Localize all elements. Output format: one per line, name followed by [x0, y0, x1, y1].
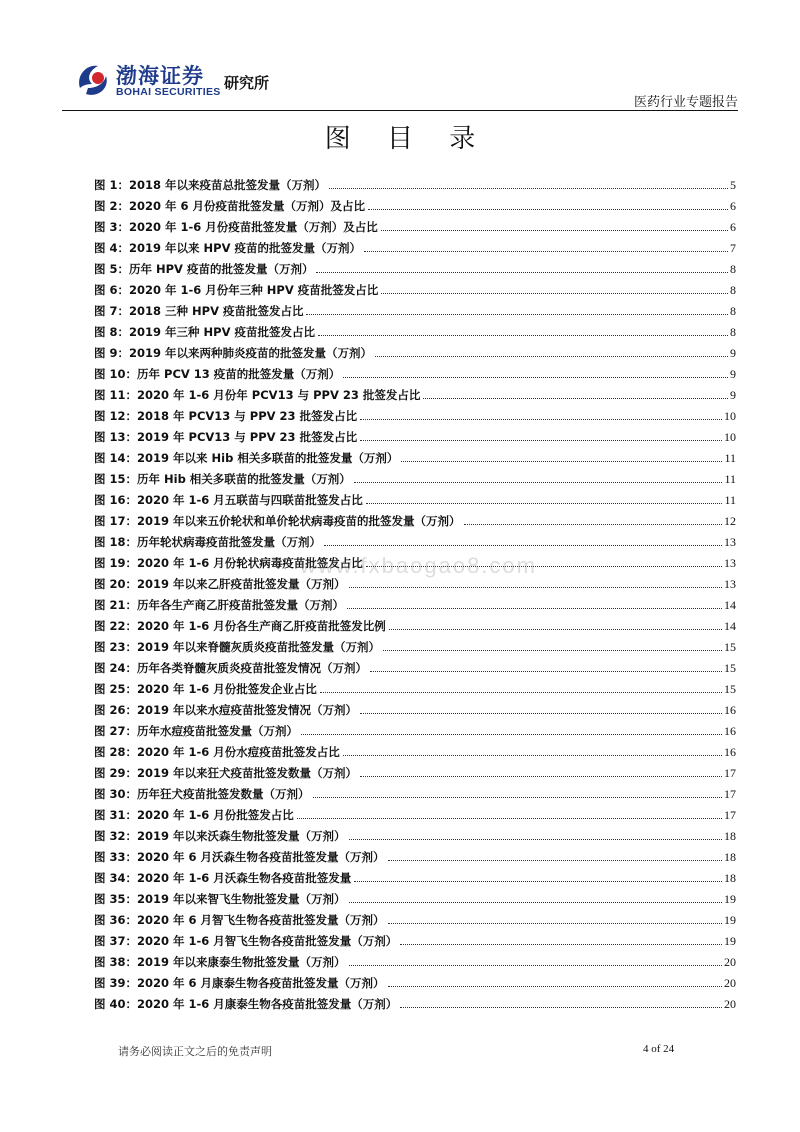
toc-entry[interactable] [94, 655, 736, 676]
toc-entry[interactable] [94, 676, 736, 697]
toc-entry-label: 图 39：2020 年 6 月康泰生物各疫苗批签发量（万剂） [94, 976, 385, 990]
toc-leader-dots [354, 482, 723, 483]
toc-entry-label: 图 23：2019 年以来脊髓灰质炎疫苗批签发量（万剂） [94, 640, 381, 654]
toc-entry-label: 图 6：2020 年 1-6 月份年三种 HPV 疫苗批签发占比 [94, 283, 379, 297]
toc-entry[interactable] [94, 529, 736, 550]
toc-entry[interactable] [94, 382, 736, 403]
watermark: www.fxbaogao8.com [300, 553, 537, 578]
toc-entry-page: 17 [724, 808, 736, 822]
toc-entry-label: 图 33：2020 年 6 月沃森生物各疫苗批签发量（万剂） [94, 850, 385, 864]
toc-leader-dots [389, 629, 722, 630]
toc-entry[interactable] [94, 634, 736, 655]
toc-leader-dots [360, 440, 722, 441]
toc-entry-label: 图 35：2019 年以来智飞生物批签发量（万剂） [94, 892, 346, 906]
toc-entry-page: 13 [724, 535, 736, 549]
toc-entry-label: 图 36：2020 年 6 月智飞生物各疫苗批签发量（万剂） [94, 913, 385, 927]
toc-entry-page: 14 [724, 598, 736, 612]
toc-entry-page: 13 [724, 577, 736, 591]
toc-leader-dots [313, 797, 722, 798]
toc-leader-dots [366, 503, 723, 504]
toc-entry[interactable] [94, 361, 736, 382]
toc-entry-page: 19 [724, 934, 736, 948]
toc-entry[interactable] [94, 718, 736, 739]
toc-leader-dots [324, 545, 722, 546]
toc-entry-page: 19 [724, 913, 736, 927]
toc-entry-label: 图 19：2020 年 1-6 月份轮状病毒疫苗批签发占比 [94, 556, 363, 570]
bohai-logo-icon [72, 58, 114, 100]
toc-entry-page: 10 [724, 430, 736, 444]
toc-leader-dots [306, 314, 728, 315]
toc-entry-page: 8 [730, 262, 736, 276]
toc-leader-dots [388, 986, 722, 987]
toc-leader-dots [343, 377, 728, 378]
toc-leader-dots [370, 671, 722, 672]
toc-leader-dots [301, 734, 722, 735]
toc-entry[interactable] [94, 886, 736, 907]
toc-entry[interactable] [94, 970, 736, 991]
toc-entry[interactable] [94, 613, 736, 634]
toc-entry[interactable] [94, 991, 736, 1012]
toc-entry-label: 图 25：2020 年 1-6 月份批签发企业占比 [94, 682, 317, 696]
toc-entry-page: 16 [724, 745, 736, 759]
toc-leader-dots [354, 881, 722, 882]
toc-leader-dots [318, 335, 728, 336]
toc-entry[interactable] [94, 403, 736, 424]
toc-entry-page: 18 [724, 871, 736, 885]
toc-entry-page: 8 [730, 283, 736, 297]
toc-leader-dots [297, 818, 722, 819]
figure-table-of-contents [94, 172, 736, 1012]
toc-leader-dots [320, 692, 722, 693]
toc-entry-page: 10 [724, 409, 736, 423]
toc-entry[interactable] [94, 949, 736, 970]
toc-leader-dots [349, 839, 722, 840]
toc-entry-page: 20 [724, 997, 736, 1011]
toc-entry-page: 11 [724, 451, 736, 465]
toc-entry-page: 6 [730, 199, 736, 213]
toc-leader-dots [349, 902, 722, 903]
toc-entry-page: 13 [724, 556, 736, 570]
toc-entry[interactable] [94, 802, 736, 823]
toc-leader-dots [400, 944, 722, 945]
toc-entry-page: 8 [730, 304, 736, 318]
toc-entry[interactable] [94, 172, 736, 193]
toc-leader-dots [343, 755, 722, 756]
toc-leader-dots [360, 419, 722, 420]
toc-entry-page: 9 [730, 346, 736, 360]
toc-entry-page: 14 [724, 619, 736, 633]
toc-entry-label: 图 8：2019 年三种 HPV 疫苗批签发占比 [94, 325, 315, 339]
toc-leader-dots [381, 293, 728, 294]
toc-entry[interactable] [94, 697, 736, 718]
report-type: 医药行业专题报告 [633, 95, 738, 110]
toc-entry-label: 图 15：历年 Hib 相关多联苗的批签发量（万剂） [94, 472, 351, 486]
toc-entry[interactable] [94, 760, 736, 781]
toc-entry-label: 图 16：2020 年 1-6 月五联苗与四联苗批签发占比 [94, 493, 363, 507]
toc-entry-label: 图 12：2018 年 PCV13 与 PPV 23 批签发占比 [94, 409, 358, 423]
toc-entry[interactable] [94, 445, 736, 466]
toc-entry-page: 17 [724, 787, 736, 801]
toc-entry-page: 20 [724, 976, 736, 990]
institute-name: 研究所 [224, 74, 270, 92]
toc-entry-label: 图 17：2019 年以来五价轮状和单价轮状病毒疫苗的批签发量（万剂） [94, 514, 461, 528]
toc-entry-label: 图 10：历年 PCV 13 疫苗的批签发量（万剂） [94, 367, 341, 381]
toc-entry-label: 图 14：2019 年以来 Hib 相关多联苗的批签发量（万剂） [94, 451, 399, 465]
page-header [0, 0, 800, 110]
toc-entry-page: 9 [730, 388, 736, 402]
toc-entry-page: 15 [724, 661, 736, 675]
toc-entry-page: 7 [730, 241, 736, 255]
toc-leader-dots [316, 272, 728, 273]
toc-entry[interactable] [94, 235, 736, 256]
toc-entry-page: 11 [724, 493, 736, 507]
toc-entry-label: 图 5：历年 HPV 疫苗的批签发量（万剂） [94, 262, 314, 276]
toc-entry-label: 图 4：2019 年以来 HPV 疫苗的批签发量（万剂） [94, 241, 361, 255]
toc-leader-dots [464, 524, 722, 525]
toc-entry-label: 图 20：2019 年以来乙肝疫苗批签发量（万剂） [94, 577, 346, 591]
toc-leader-dots [368, 209, 728, 210]
toc-leader-dots [375, 356, 728, 357]
toc-entry-label: 图 37：2020 年 1-6 月智飞生物各疫苗批签发量（万剂） [94, 934, 398, 948]
toc-entry[interactable] [94, 781, 736, 802]
toc-leader-dots [383, 650, 722, 651]
page-title: 图 目 录 [324, 124, 490, 154]
toc-leader-dots [349, 587, 722, 588]
toc-entry[interactable] [94, 298, 736, 319]
toc-entry[interactable] [94, 319, 736, 340]
toc-entry-page: 18 [724, 829, 736, 843]
toc-entry-label: 图 21：历年各生产商乙肝疫苗批签发量（万剂） [94, 598, 345, 612]
toc-leader-dots [388, 923, 722, 924]
footer-disclaimer: 请务必阅读正文之后的免责声明 [118, 1045, 272, 1058]
toc-entry-page: 8 [730, 325, 736, 339]
toc-entry-page: 19 [724, 892, 736, 906]
toc-leader-dots [360, 713, 722, 714]
toc-entry-page: 17 [724, 766, 736, 780]
toc-entry[interactable] [94, 340, 736, 361]
toc-entry[interactable] [94, 487, 736, 508]
toc-entry[interactable] [94, 739, 736, 760]
toc-entry-label: 图 7：2018 三种 HPV 疫苗批签发占比 [94, 304, 304, 318]
toc-entry[interactable] [94, 193, 736, 214]
toc-entry[interactable] [94, 865, 736, 886]
toc-entry-page: 16 [724, 724, 736, 738]
toc-entry-page: 11 [724, 472, 736, 486]
toc-entry-label: 图 38：2019 年以来康泰生物批签发量（万剂） [94, 955, 346, 969]
header-divider [62, 110, 738, 111]
toc-entry-page: 12 [724, 514, 736, 528]
toc-entry-label: 图 2：2020 年 6 月份疫苗批签发量（万剂）及占比 [94, 199, 366, 213]
toc-entry[interactable] [94, 508, 736, 529]
toc-entry-page: 18 [724, 850, 736, 864]
toc-entry-label: 图 32：2019 年以来沃森生物批签发量（万剂） [94, 829, 346, 843]
toc-entry-label: 图 29：2019 年以来狂犬疫苗批签发数量（万剂） [94, 766, 358, 780]
toc-entry-label: 图 22：2020 年 1-6 月份各生产商乙肝疫苗批签发比例 [94, 619, 386, 633]
toc-leader-dots [349, 965, 722, 966]
toc-entry[interactable] [94, 256, 736, 277]
toc-entry-label: 图 13：2019 年 PCV13 与 PPV 23 批签发占比 [94, 430, 358, 444]
toc-entry-page: 15 [724, 640, 736, 654]
toc-entry-page: 9 [730, 367, 736, 381]
toc-leader-dots [364, 251, 728, 252]
toc-entry[interactable] [94, 907, 736, 928]
logo-english-name: BOHAI SECURITIES [116, 86, 221, 98]
toc-entry[interactable] [94, 823, 736, 844]
toc-leader-dots [401, 461, 722, 462]
toc-leader-dots [360, 776, 722, 777]
footer-page-indicator: 4 of 24 [643, 1043, 675, 1055]
toc-entry-page: 5 [730, 178, 736, 192]
toc-entry-page: 16 [724, 703, 736, 717]
logo-chinese-name: 渤海证券 [116, 63, 204, 88]
toc-entry-label: 图 34：2020 年 1-6 月沃森生物各疫苗批签发量 [94, 871, 352, 885]
toc-entry-page: 20 [724, 955, 736, 969]
toc-entry-page: 15 [724, 682, 736, 696]
toc-entry-label: 图 28：2020 年 1-6 月份水痘疫苗批签发占比 [94, 745, 340, 759]
toc-entry[interactable] [94, 844, 736, 865]
toc-leader-dots [388, 860, 722, 861]
toc-entry-label: 图 30：历年狂犬疫苗批签发数量（万剂） [94, 787, 310, 801]
toc-entry[interactable] [94, 592, 736, 613]
toc-entry[interactable] [94, 466, 736, 487]
toc-leader-dots [329, 188, 728, 189]
toc-entry-label: 图 11：2020 年 1-6 月份年 PCV13 与 PPV 23 批签发占比 [94, 388, 421, 402]
toc-entry[interactable] [94, 928, 736, 949]
toc-entry[interactable] [94, 214, 736, 235]
toc-entry-label: 图 9：2019 年以来两种肺炎疫苗的批签发量（万剂） [94, 346, 373, 360]
toc-entry-label: 图 31：2020 年 1-6 月份批签发占比 [94, 808, 294, 822]
toc-entry-label: 图 1：2018 年以来疫苗总批签发量（万剂） [94, 178, 327, 192]
toc-entry-label: 图 3：2020 年 1-6 月份疫苗批签发量（万剂）及占比 [94, 220, 378, 234]
toc-entry-page: 6 [730, 220, 736, 234]
toc-leader-dots [400, 1007, 722, 1008]
toc-entry-label: 图 24：历年各类脊髓灰质炎疫苗批签发情况（万剂） [94, 661, 368, 675]
toc-entry[interactable] [94, 424, 736, 445]
toc-entry-label: 图 27：历年水痘疫苗批签发量（万剂） [94, 724, 299, 738]
toc-leader-dots [423, 398, 728, 399]
toc-leader-dots [381, 230, 728, 231]
toc-leader-dots [347, 608, 722, 609]
toc-entry[interactable] [94, 277, 736, 298]
toc-entry-label: 图 18：历年轮状病毒疫苗批签发量（万剂） [94, 535, 322, 549]
toc-entry-label: 图 26：2019 年以来水痘疫苗批签发情况（万剂） [94, 703, 358, 717]
toc-entry-label: 图 40：2020 年 1-6 月康泰生物各疫苗批签发量（万剂） [94, 997, 398, 1011]
